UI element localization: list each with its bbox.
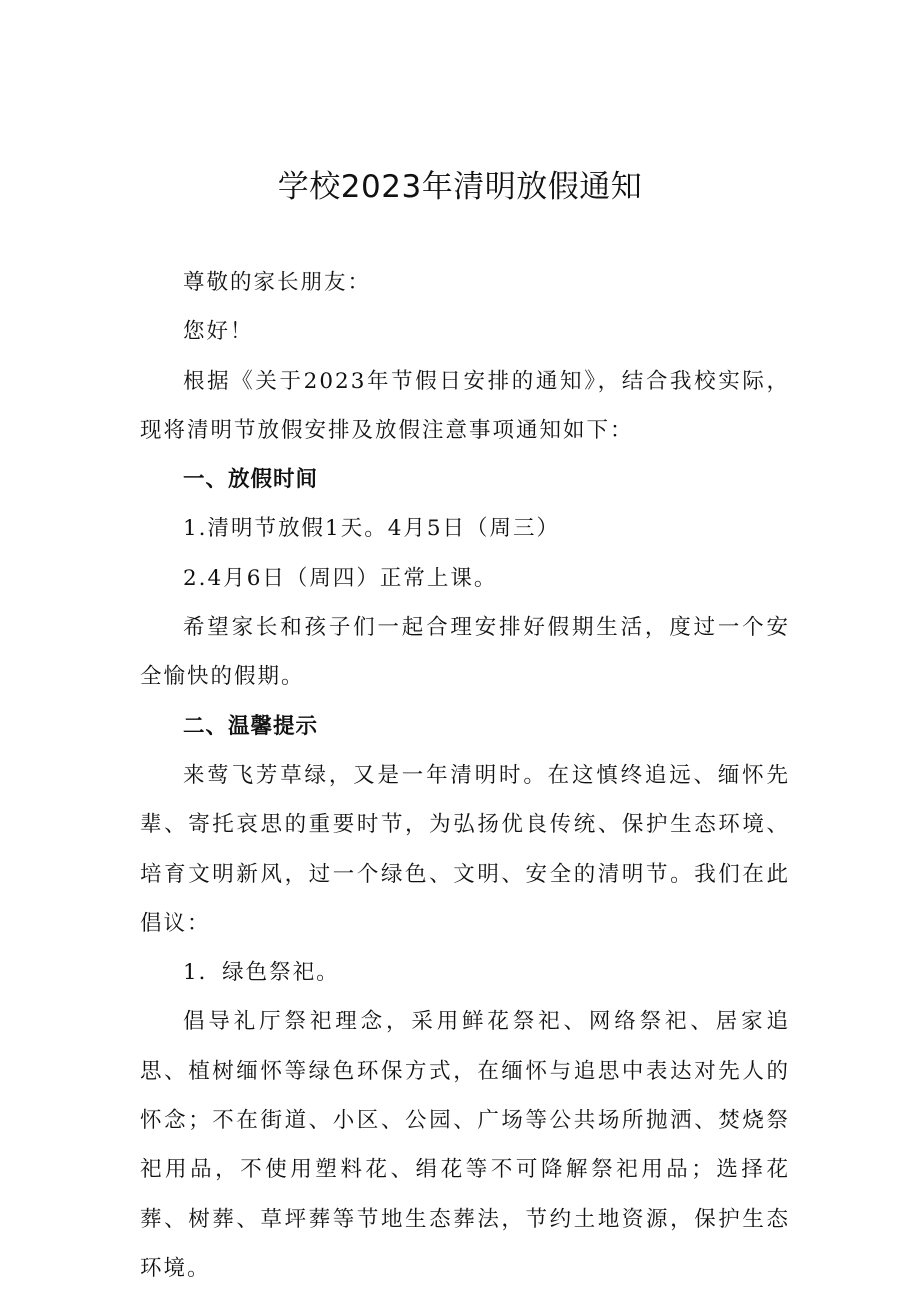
document-body xyxy=(140,258,790,1293)
greeting: 您好！ xyxy=(183,319,254,345)
section-heading-holiday-time: 一、放假时间 xyxy=(183,467,319,493)
holiday-wish-paragraph: 希望家长和孩子们一起合理安排好假期生活，度过一个安全愉快的假期。 xyxy=(140,615,790,690)
intro-paragraph: 根据《关于2023年节假日安排的通知》，结合我校实际，现将清明节放假安排及放假注意事项通知如下： xyxy=(140,368,790,443)
salutation: 尊敬的家长朋友： xyxy=(183,270,372,295)
holiday-item-2: 2.4月6日（周四）正常上课。 xyxy=(183,565,498,591)
tip-item-1-title: 1．绿色祭祀。 xyxy=(183,960,340,986)
holiday-item-1: 1.清明节放假1天。4月5日（周三） xyxy=(183,516,561,542)
page-title: 学校2023年清明放假通知 xyxy=(277,169,643,205)
section-heading-tips: 二、温馨提示 xyxy=(183,713,319,739)
tips-intro-paragraph: 来莺飞芳草绿，又是一年清明时。在这慎终追远、缅怀先辈、寄托哀思的重要时节，为弘扬优良传统、保护生态环境、培育文明新风，过一个绿色、文明、安全的清明节。我们在此倡议： xyxy=(140,762,790,936)
tip-item-1-body: 倡导礼厅祭祀理念，采用鲜花祭祀、网络祭祀、居家追思、植树缅怀等绿色环保方式，在缅怀与追思中表达对先人的怀念；不在街道、小区、公园、广场等公共场所抛洒、焚烧祭祀用品，不使用塑料花、绢花等不可降解祭祀用品；选择花葬、树葬、草坪葬等节地生态葬法，节约土地资源，保护生态环境。 xyxy=(140,1009,790,1281)
